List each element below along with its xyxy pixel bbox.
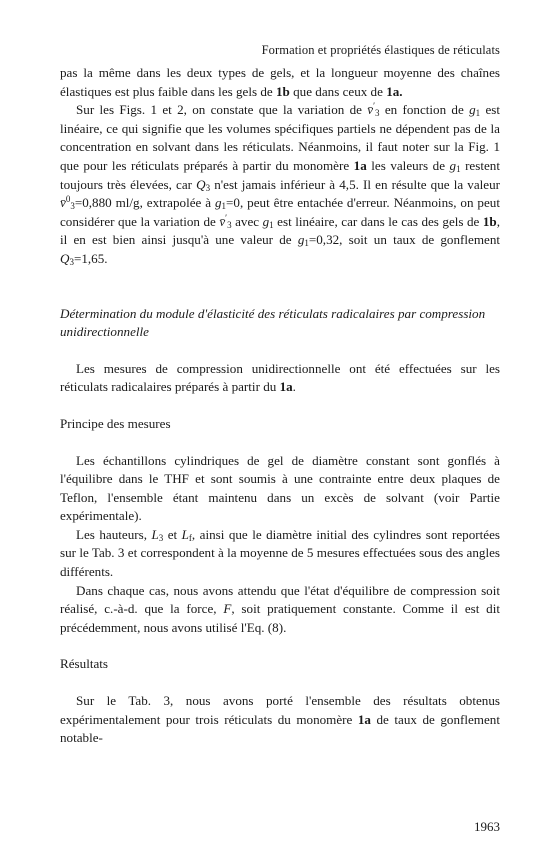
subscript: 1 (304, 238, 309, 249)
compound-label: 1b (482, 213, 497, 229)
spacer (60, 397, 500, 415)
spacer (60, 434, 500, 452)
symbol-g: g (297, 232, 305, 248)
symbol-q: Q (60, 250, 70, 266)
subscript: 3 (70, 201, 75, 212)
superscript: ′ (373, 101, 376, 112)
text-run: . (292, 379, 296, 395)
symbol-v: v̄ (219, 213, 226, 229)
symbol-l: L (181, 526, 189, 542)
text-run: pas la même dans les deux types de gels, et la longueur moyenne des chaînes élastiques est plus faible dans les gels de (60, 65, 500, 99)
paragraph-6 (60, 582, 500, 638)
symbol-f: F (223, 601, 232, 617)
text-run: Les hauteurs, (76, 526, 152, 542)
text-run: n'est jamais inférieur à 4,5. Il en résulte que la valeur (210, 176, 500, 192)
text-run: les valeurs de (366, 157, 450, 173)
subsection-heading: Principe des mesures (60, 415, 171, 431)
compound-label: 1a (279, 379, 293, 395)
page-number: 1963 (474, 819, 500, 834)
paragraph-2 (60, 101, 500, 268)
subscript: 3 (205, 182, 211, 193)
paragraph-3 (60, 360, 500, 397)
spacer (60, 674, 500, 692)
compound-label: 1b (276, 83, 290, 99)
compound-label: 1a (353, 157, 367, 173)
paragraph-4: Les échantillons cylindriques de gel de diamètre constant sont gonflés à l'équilibre dans le THF et sont soumis à une contrainte entre deux plaques de Teflon, l'ensemble étant maintenu dans un excès de solvant (voir Partie expérimentale). (60, 452, 500, 524)
symbol-g: g (469, 102, 476, 118)
text-run: de taux de gonflement notable- (60, 711, 500, 746)
paragraph-5 (60, 526, 500, 582)
text-run: =0,32, soit un taux de gonflement (308, 232, 501, 248)
spacer (60, 269, 500, 305)
text-run: Sur les Figs. 1 et 2, on constate que la variation de (76, 102, 368, 118)
subscript: 1 (221, 201, 227, 212)
symbol-q: Q (196, 176, 206, 192)
symbol-g: g (449, 157, 457, 173)
subscript: 1 (475, 108, 481, 119)
body-text (60, 64, 500, 748)
text-run: et (163, 526, 182, 542)
text-run: , soit pratiquement constante. Comme il est dit précédemment, nous avons utilisé l'Eq. (8). (60, 601, 500, 635)
text-run: , ainsi que le diamètre initial des cylindres sont reportées sur le Tab. 3 et correspondent à la moyenne de 5 mesures effectuées sous des angles différents. (60, 526, 500, 580)
superscript: 0 (65, 194, 71, 205)
text-run: avec (231, 213, 263, 229)
subscript: f (188, 532, 192, 543)
running-head: Formation et propriétés élastiques de réticulats (261, 43, 500, 57)
text-run: que dans ceux de (289, 83, 387, 99)
text-run: Les mesures de compression unidirectionnelle ont été effectuées sur les réticulats radicalaires préparés à partir du (60, 360, 500, 395)
symbol-g: g (215, 195, 222, 211)
spacer (60, 342, 500, 360)
text-run: restent toujours très élevées, car (60, 157, 500, 192)
section-heading: Détermination du module d'élasticité des réticulats radicalaires par compression unidirectionnelle (60, 305, 486, 340)
symbol-v: v̄ (367, 102, 374, 118)
text-run: est linéaire, ce qui signifie que les volumes spécifiques partiels ne dépendent pas de la concentration en solvant dans les réticulats. Néanmoins, il faut noter sur la Fig. 1 que pour les réticulats préparés à partir du monomère (60, 102, 500, 173)
text-run: en fonction de (379, 102, 470, 118)
subscript: 1 (269, 219, 274, 230)
compound-label: 1a (357, 711, 371, 727)
subscript: 3 (69, 256, 74, 267)
text-run: est linéaire, car dans le cas des gels de (273, 213, 483, 229)
subsection-heading: Résultats (60, 656, 109, 672)
symbol-v: v̄ (60, 195, 66, 211)
symbol-l: L (151, 526, 159, 542)
text-run: =0,880 ml/g, extrapolée à (74, 195, 215, 211)
text-run: Dans chaque cas, nous avons attendu que l'état d'équilibre de compression soit réalisé, c.-à-d. que la force, (60, 582, 500, 617)
compound-label: 1a. (386, 83, 403, 99)
paragraph-1 (60, 64, 500, 101)
paragraph-7 (60, 692, 500, 748)
text-run: =1,65. (73, 250, 108, 266)
text-run: , il en est bien ainsi jusqu'à une valeur de (60, 213, 500, 248)
subscript: 3 (227, 219, 232, 230)
subscript: 3 (158, 532, 164, 543)
text-run: =0, peut être entachée d'erreur. Néanmoins, on peut considérer que la variation de (60, 195, 500, 229)
text-run: Sur le Tab. 3, nous avons porté l'ensemble des résultats obtenus expérimentalement pour trois réticulats du monomère (60, 693, 500, 727)
subscript: 1 (456, 163, 461, 174)
symbol-g: g (262, 213, 270, 229)
subscript: 3 (375, 108, 380, 119)
superscript: ′ (225, 212, 228, 223)
spacer (60, 637, 500, 655)
